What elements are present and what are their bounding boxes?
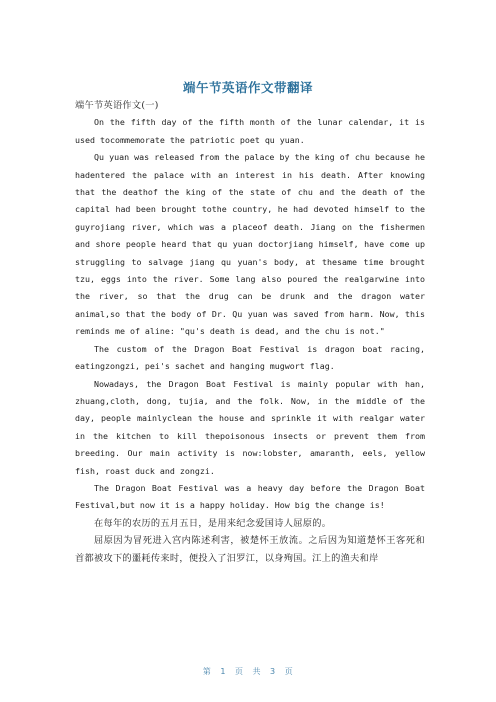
document-body: [75, 97, 425, 567]
paragraph: 屈原因为冒死进入宫内陈述利害，被楚怀王放流。之后因为知道楚怀王客死和首都被攻下的噩耗传来时，便投入了汨罗江，以身殉国。江上的渔夫和岸: [75, 535, 425, 564]
paragraph: 在每年的农历的五月五日，是用来纪念爱国诗人屈原的。: [94, 517, 332, 529]
paragraph: Qu yuan was released from the palace by the king of chu because he hadentered the palace with an interest in his death. After knowing that the deathof the king of the state of chu and the death of the capital had been brought tothe country, he had devoted himself to the guyrojiang river, which was a placeof death. Jiang on the fishermen and shore people heard that qu yuan doctorjiang himself, have come up struggling to salvage jiang qu yuan's body, at thesame time brought tzu, eggs into the river. Some lang also poured the realgarwine into the river, so that the drug can be drunk and the dragon water animal,so that the body of Dr. Qu yuan was saved from harm. Now, this reminds me of aline: "qu's death is dead, and the chu is not.": [75, 152, 425, 337]
page-title: 端午节英语作文带翻译: [182, 80, 313, 95]
page-footer: 第 1 页 共 3 页: [202, 667, 294, 676]
paragraph: On the fifth day of the fifth month of the lunar calendar, it is used tocommemorate the patriotic poet qu yuan.: [75, 117, 425, 145]
paragraph: Nowadays, the Dragon Boat Festival is mainly popular with han, zhuang,cloth, dong, tujia, and the folk. Now, in the middle of the day, people mainlyclean the house and sprinkle it with realgar water in the kitchen to kill thepoisonous insects or prevent them from breeding. Our main activity is now:lobster, amaranth, eels, yellow fish, roast duck and zongzi.: [75, 378, 425, 476]
section-heading: 端午节英语作文(一): [75, 100, 159, 111]
paragraph: The custom of the Dragon Boat Festival is dragon boat racing, eatingzongzi, pei's sachet and hanging mugwort flag.: [75, 343, 425, 372]
paragraph: The Dragon Boat Festival was a heavy day before the Dragon Boat Festival,but now it is a happy holiday. How big the change is!: [75, 482, 425, 511]
